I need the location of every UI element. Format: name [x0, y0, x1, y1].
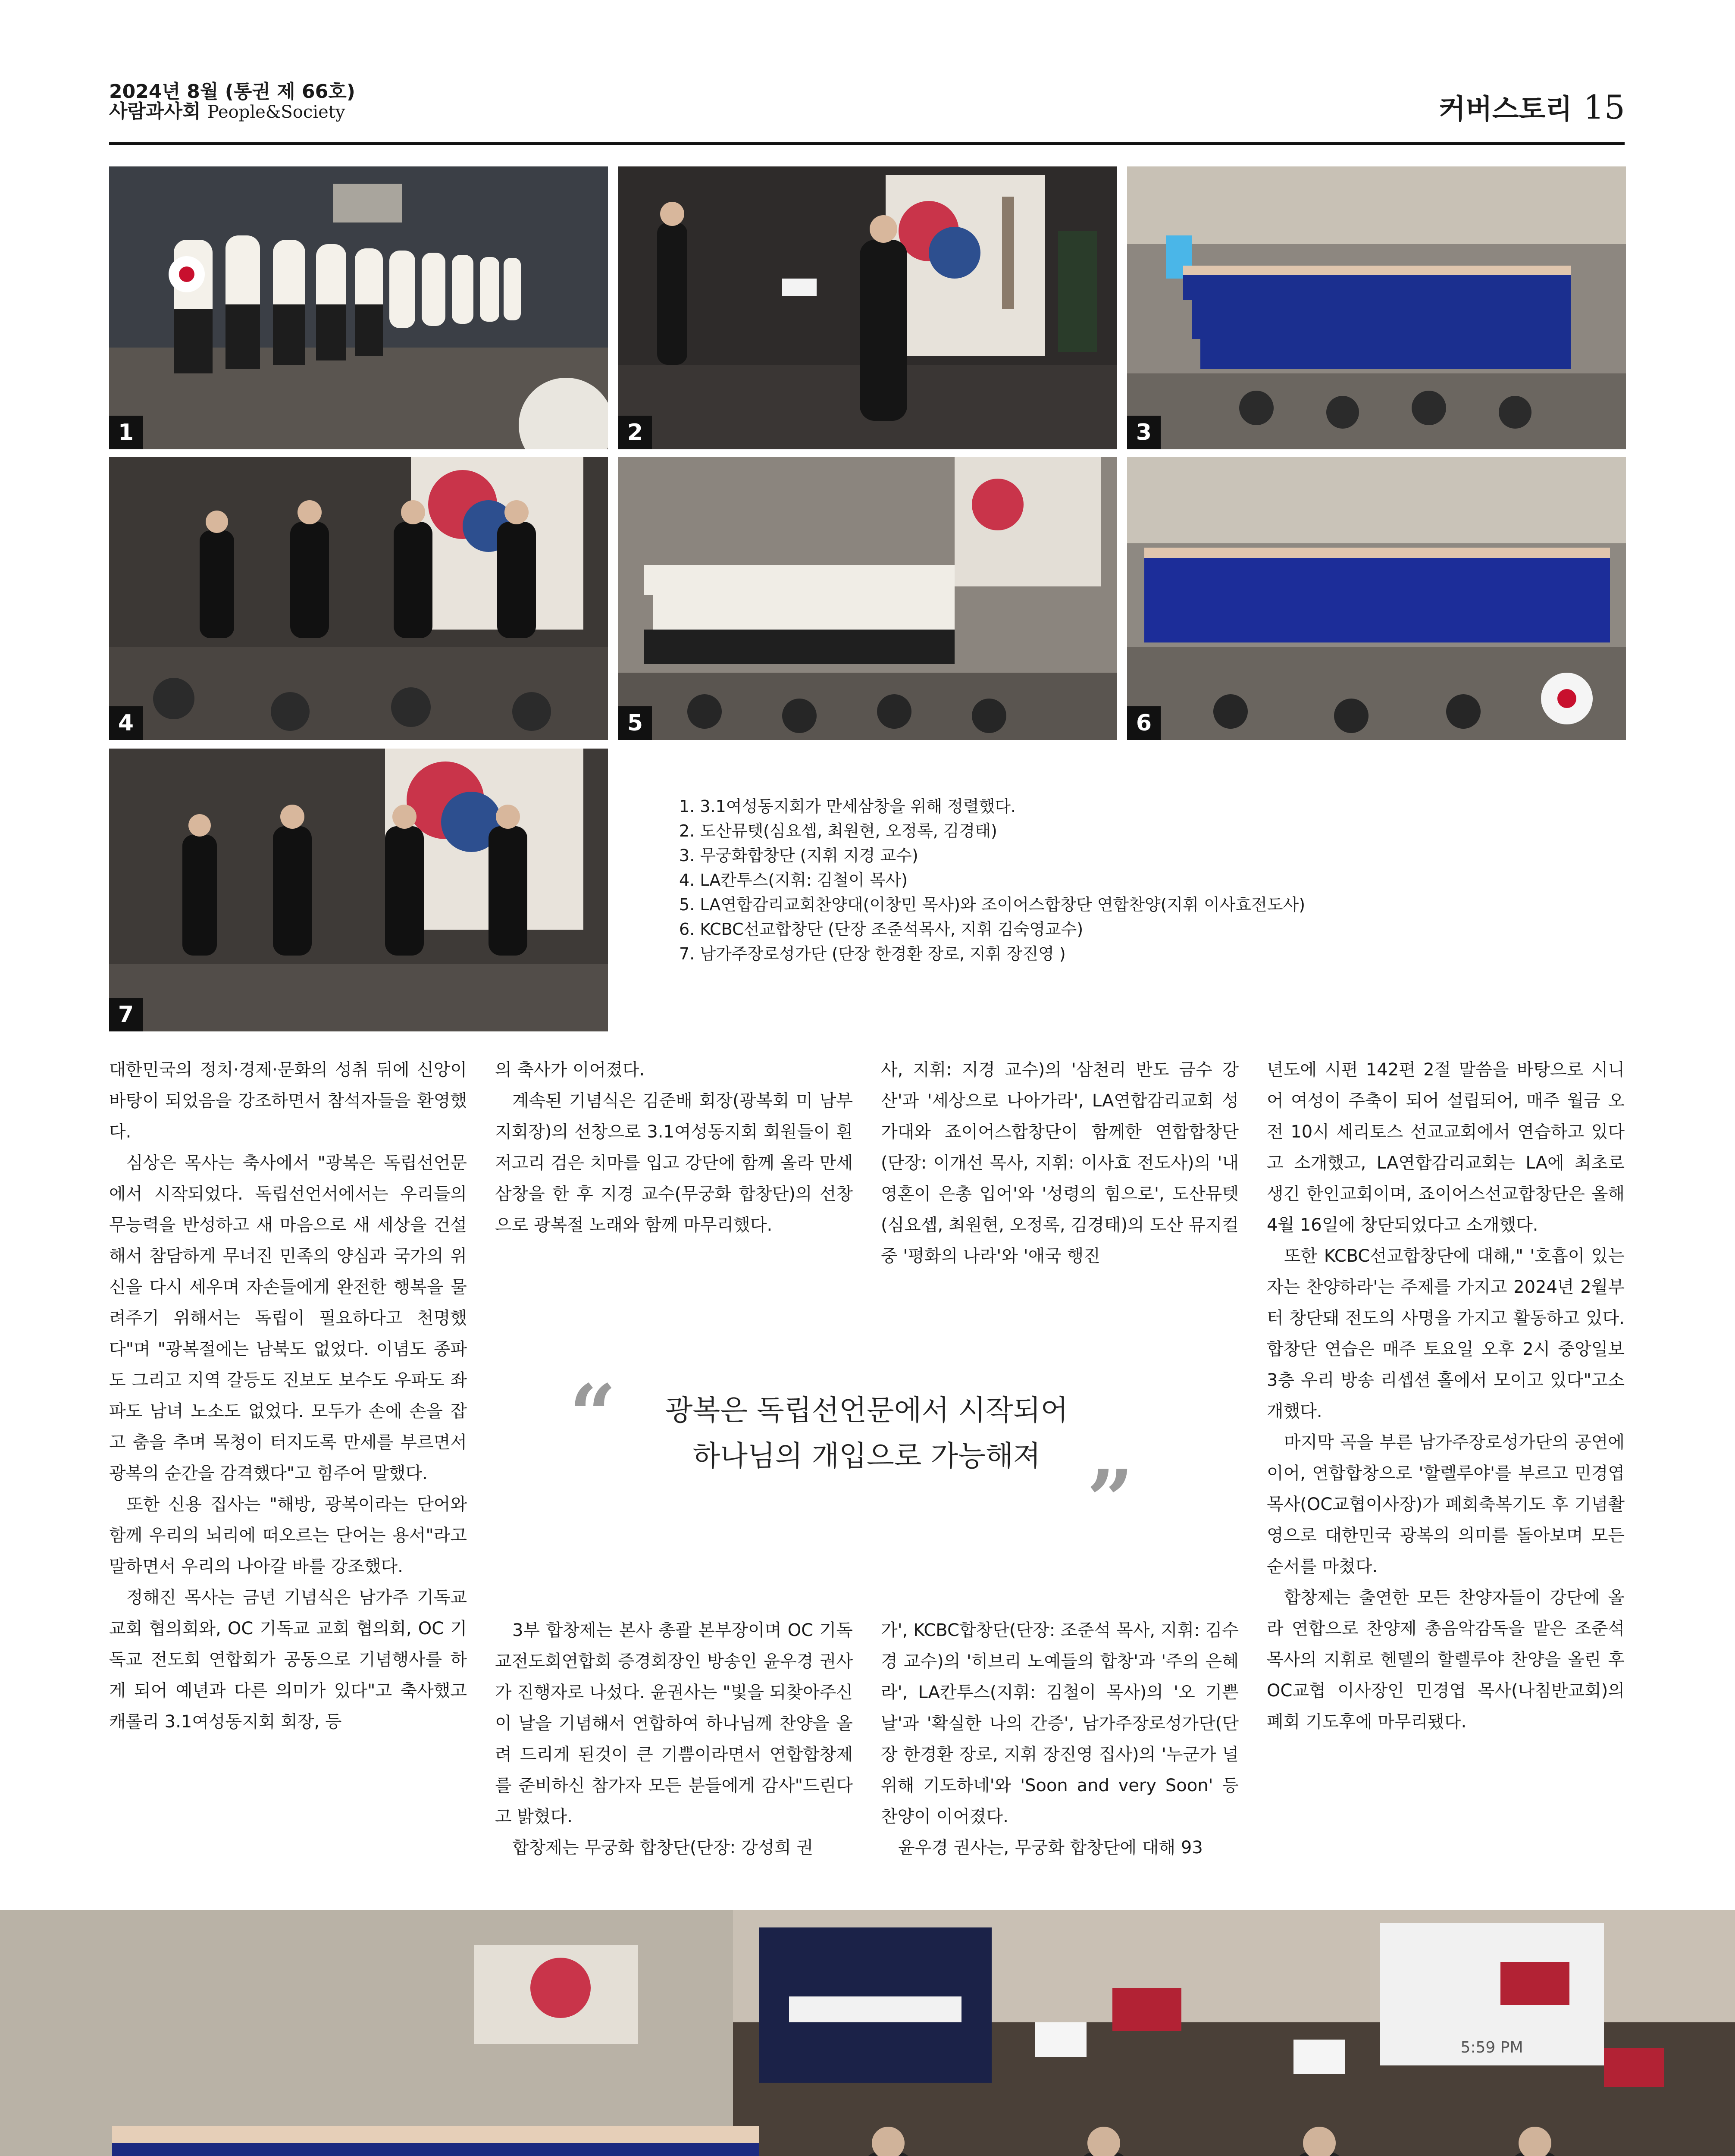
paragraph: 사, 지휘: 지경 교수)의 '삼천리 반도 금수 강산'과 '세상으로 나아가라', LA연합감리교회 성가대와 죠이어스합창단이 함께한 연합합창단 (단장: 이개선 목사, 지휘: 이사효 전도사)의 '내 영혼이 은총 입어'와 '성령의 힘으로', 도산뮤텟(심요셉, 최원현, 오정록, 김경태)의 도산 뮤지컬 중 '평화의 나라'와 '애국 행진 [881, 1060, 1239, 1266]
masthead [109, 82, 355, 122]
article-column-1 [109, 1054, 467, 1737]
paragraph: 합창제는 무궁화 합창단(단장: 강성희 권 [512, 1838, 814, 1858]
article-column-3-bottom [881, 1615, 1239, 1863]
paragraph: 합창제는 출연한 모든 찬양자들이 강단에 올라 연합으로 찬양제 총음악감독을 맡은 조준석목사의 지휘로 헨델의 할렐루야 찬양을 올린 후 OC교협 이사장인 민경엽 목사(나침반교회)의 폐회 기도후에 마무리됐다. [1267, 1588, 1625, 1732]
article-column-2-top [495, 1054, 853, 1241]
issue-line: 2024년 8월 (통권 제 66호) [109, 81, 355, 103]
bottom-photo [0, 1910, 1735, 2156]
photo-7 [109, 749, 608, 1031]
caption-5: 5. LA연합감리교회찬양대(이창민 목사)와 조이어스합창단 연합찬양(지휘 이사효전도사) [679, 895, 1306, 914]
photo-number: 1 [109, 416, 143, 449]
header-rule [109, 142, 1625, 145]
photo-choir-blue-robes-icon [1127, 166, 1626, 449]
article-column-3-top [881, 1054, 1239, 1272]
photo-number: 2 [618, 416, 652, 449]
photo-number: 6 [1127, 706, 1161, 740]
paragraph: 가', KCBC합창단(단장: 조준석 목사, 지휘: 김수경 교수)의 '히브리 노예들의 합창'과 '주의 은혜라', LA칸투스(지휘: 김철이 목사)의 '오 기쁜 날'과 '확실한 나의 간증', 남가주장로성가단(단장 한경환 장로, 지휘 장진영 집사)의 '누군가 널 위해 기도하네'와 'Soon and very Soon' 등 찬양이 이어졌다. [881, 1620, 1239, 1827]
paragraph: 3부 합창제는 본사 총괄 본부장이며 OC 기독교전도회연합회 증경회장인 방송인 윤우경 권사가 진행자로 나섰다. 윤권사는 "빛을 되찾아주신 이 날을 기념해서 연합하여 하나님께 찬양을 올려 드리게 된것이 큰 기쁨이라면서 연합합창제를 준비하신 참가자 모든 분들에게 감사"드린다고 밝혔다. [495, 1620, 853, 1827]
article-column-4 [1267, 1054, 1625, 1737]
pull-quote [573, 1388, 1160, 1530]
photo-4 [109, 457, 608, 740]
paragraph: 윤우경 권사는, 무궁화 합창단에 대해 93 [898, 1838, 1203, 1858]
page-number: 15 [1583, 88, 1625, 126]
paragraph: 년도에 시편 142편 2절 말씀을 바탕으로 시니어 여성이 주축이 되어 설립되어, 매주 월금 오전 10시 세리토스 선교교회에서 연습하고 있다고 소개했고, LA연합감리교회는 LA에 최초로 생긴 한인교회이며, 죠이어스선교합창단은 올해 4월 16일에 창단되었다고 소개했다. [1267, 1060, 1625, 1235]
caption-3: 3. 무궁화합창단 (지휘 지경 교수) [679, 846, 918, 865]
publication-name-en: People&Society [207, 102, 345, 122]
photo-2 [618, 166, 1117, 449]
photo-number: 3 [1127, 416, 1161, 449]
photo-choir-blue-dresses-icon [1127, 457, 1626, 740]
pull-quote-line-2: 하나님의 개입으로 가능해져 [692, 1439, 1041, 1473]
photo-number: 4 [109, 706, 143, 740]
close-quote-icon: ” [1087, 1452, 1134, 1548]
photo-captions [679, 794, 1305, 966]
photo-number: 7 [109, 998, 143, 1031]
paragraph: 정해진 목사는 금년 기념식은 남가주 기독교 교회 협의회와, OC 기독교 교회 협의회, OC 기독교 전도회 연합회가 공동으로 기념행사를 하게 되어 예년과 다른 의미가 있다"고 축사했고 캐롤리 3.1여성동지회 회장, 등 [109, 1588, 467, 1732]
photo-male-singers-stage-icon [618, 166, 1117, 449]
section-title: 커버스토리 [1439, 94, 1572, 125]
caption-2: 2. 도산뮤텟(심요셉, 최원현, 오정록, 김경태) [679, 821, 997, 840]
photo-6 [1127, 457, 1626, 740]
open-quote-icon: “ [569, 1366, 617, 1463]
paragraph: 또한 신용 집사는 "해방, 광복이라는 단어와 함께 우리의 뇌리에 떠오르는 단어는 용서"라고 말하면서 우리의 나아갈 바를 강조했다. [109, 1495, 467, 1576]
photo-mixed-choir-icon [618, 457, 1117, 740]
photo-men-chorus-tuxedo-icon [109, 749, 608, 1031]
paragraph: 또한 KCBC선교합창단에 대해," '호흡이 있는 자는 찬양하라'는 주제를 가지고 2024년 2월부터 창단돼 전도의 사명을 가지고 활동하고 있다. 합창단 연습은 매주 토요일 오후 2시 중앙일보 3층 우리 방송 리셉션 홀에서 모이고 있다"고소개했다. [1267, 1246, 1625, 1421]
caption-6: 6. KCBC선교합창단 (단장 조준석목사, 지휘 김숙영교수) [679, 920, 1084, 939]
paragraph: 마지막 곡을 부른 남가주장로성가단의 공연에 이어, 연합합창으로 '할렐루야'를 부르고 민경엽 목사(OC교협이사장)가 폐회축복기도 후 기념촬영으로 대한민국 광복의 의미를 돌아보며 모든 순서를 마쳤다. [1267, 1432, 1625, 1576]
publication-name-ko: 사람과사회 [109, 100, 201, 123]
photo-choir-women-hanbok-icon [109, 166, 608, 449]
paragraph: 심상은 목사는 축사에서 "광복은 독립선언문에서 시작되었다. 독립선언서에서는 우리들의 무능력을 반성하고 새 마음으로 새 세상을 건설해서 참담하게 무너진 민족의 양심과 국가의 위신을 다시 세우며 자손들에게 완전한 행복을 물려주기 위해서는 독립이 필요하다고 천명했다"며 "광복절에는 남북도 없었다. 이념도 종파도 그리고 지역 갈등도 진보도 보수도 우파도 좌파도 남녀 노소도 없었다. 모두가 손에 손을 잡고 춤을 추며 목청이 터지도록 만세를 부르면서 광복의 순간을 감격했다"고 힘주어 말했다. [109, 1153, 467, 1483]
article-column-2-bottom [495, 1615, 853, 1863]
section-header [1439, 87, 1625, 127]
caption-1: 1. 3.1여성동지회가 만세삼창을 위해 정렬했다. [679, 797, 1016, 816]
screen-clock: 5:59 PM [1460, 2039, 1523, 2056]
photo-3 [1127, 166, 1626, 449]
photo-congregation-hallelujah-icon [0, 1910, 1735, 2156]
paragraph: 계속된 기념식은 김준배 회장(광복회 미 남부 지회장)의 선창으로 3.1여성동지회 회원들이 흰저고리 검은 치마를 입고 강단에 함께 올라 만세삼창을 한 후 지경 교수(무궁화 합창단)의 선창으로 광복절 노래와 함께 마무리했다. [495, 1091, 853, 1235]
photo-number: 5 [618, 706, 652, 740]
photo-men-chorus-tuxedo-icon [109, 457, 608, 740]
paragraph: 대한민국의 정치·경제·문화의 성취 뒤에 신앙이 바탕이 되었음을 강조하면서 참석자들을 환영했다. [109, 1060, 467, 1142]
caption-7: 7. 남가주장로성가단 (단장 한경환 장로, 지휘 장진영 ) [679, 944, 1066, 963]
caption-4: 4. LA칸투스(지휘: 김철이 목사) [679, 871, 908, 890]
photo-5 [618, 457, 1117, 740]
paragraph: 의 축사가 이어졌다. [495, 1060, 645, 1080]
photo-1 [109, 166, 608, 449]
pull-quote-line-1: 광복은 독립선언문에서 시작되어 [665, 1394, 1068, 1427]
